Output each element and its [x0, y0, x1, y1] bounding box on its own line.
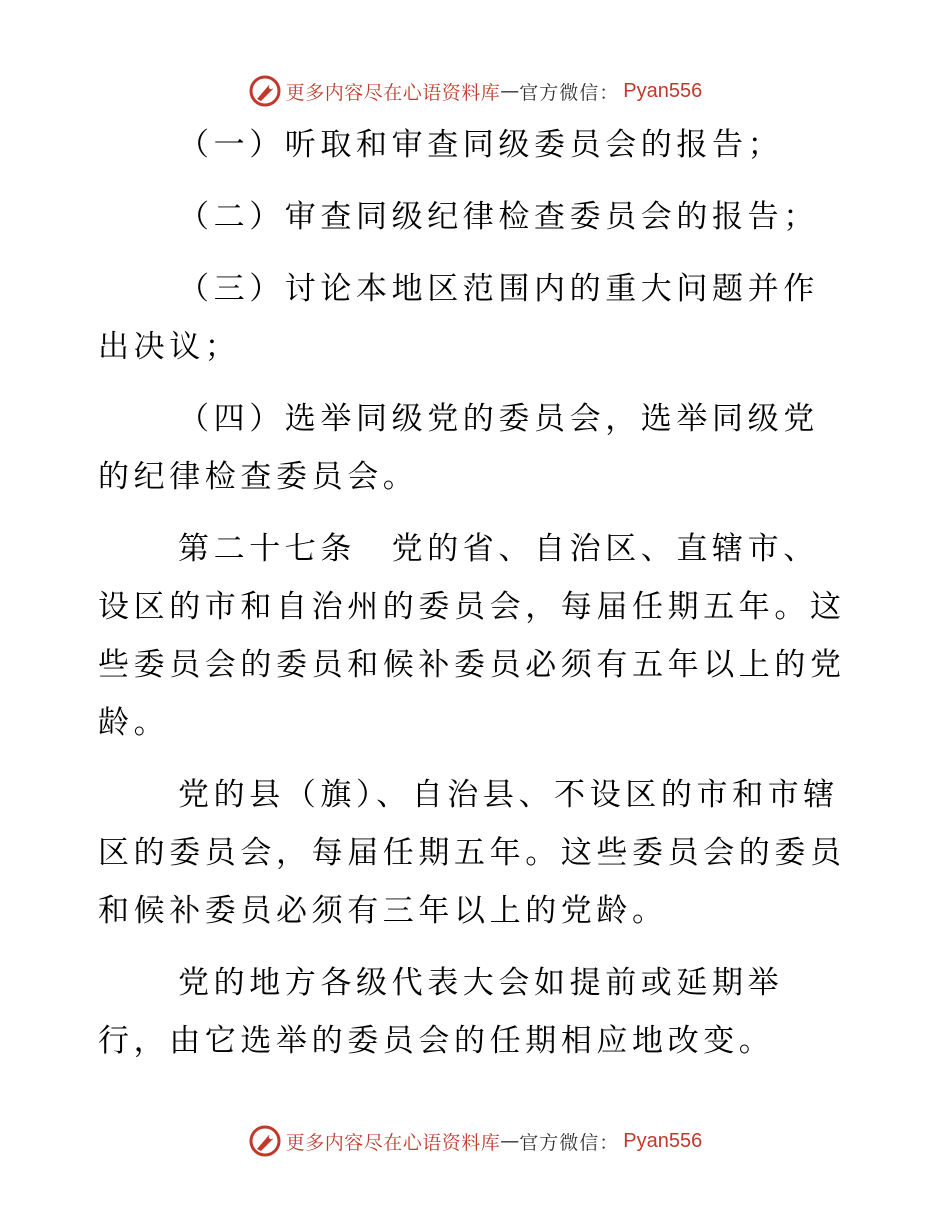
header-banner [0, 71, 950, 111]
banner-separator: — [500, 80, 520, 102]
banner-wechat-id: Pyan556 [623, 1129, 703, 1152]
footer-banner [0, 1121, 950, 1161]
banner-wechat-label: 官方微信： [519, 1131, 620, 1154]
article-27-paragraph: 第二十七条 党的省、自治区、直辖市、设区的市和自治州的委员会，每届任期五年。这些委员会的委员和候补委员必须有五年以上的党龄。 [98, 531, 846, 741]
banner-text: 更多内容尽在心语资料库 [285, 81, 501, 104]
banner-wechat-id: Pyan556 [623, 79, 703, 102]
banner-wechat-label: 官方微信： [519, 81, 620, 104]
banner-text: 更多内容尽在心语资料库 [285, 1131, 501, 1154]
paragraph-item-1: （一）听取和审查同级委员会的报告； [178, 127, 784, 163]
pen-nib-logo-icon [248, 1124, 282, 1158]
pen-nib-logo-icon [248, 74, 282, 108]
paragraph-item-2: （二）审查同级纪律检查委员会的报告； [178, 199, 819, 235]
banner-separator: — [500, 1130, 520, 1152]
document-body [98, 116, 850, 1070]
paragraph-item-4: （四）选举同级党的委员会，选举同级党的纪律检查委员会。 [98, 401, 819, 495]
term-change-paragraph: 党的地方各级代表大会如提前或延期举行，由它选举的委员会的任期相应地改变。 [98, 965, 784, 1059]
paragraph-item-3: （三）讨论本地区范围内的重大问题并作出决议； [98, 271, 819, 365]
county-committee-paragraph: 党的县（旗）、自治县、不设区的市和市辖区的委员会，每届任期五年。这些委员会的委员和候补委员必须有三年以上的党龄。 [98, 777, 846, 929]
